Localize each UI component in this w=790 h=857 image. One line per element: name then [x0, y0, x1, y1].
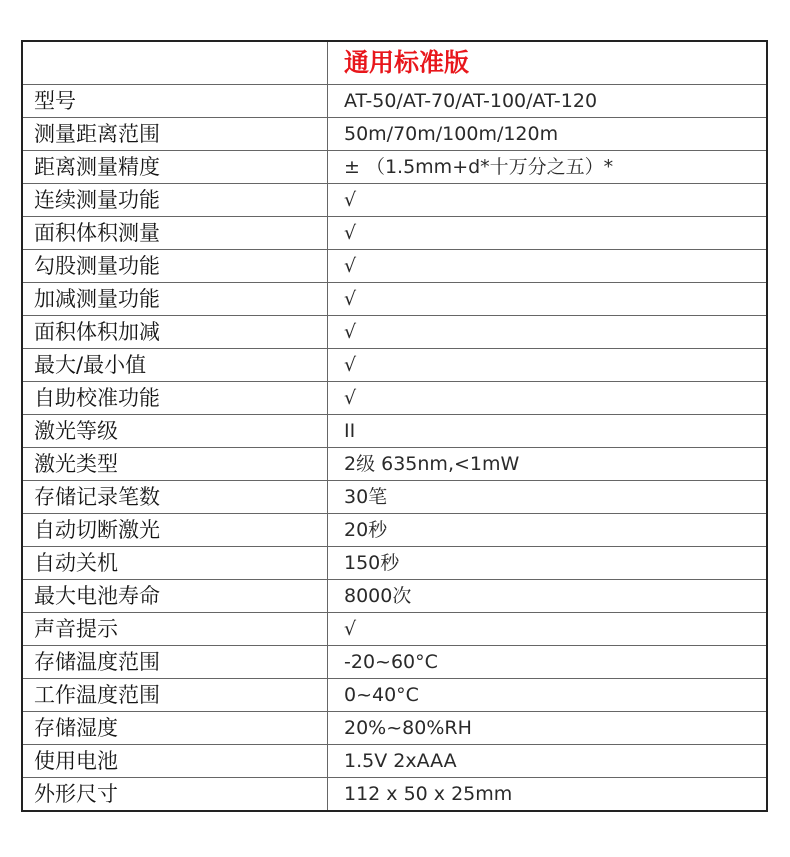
- spec-value: √: [328, 283, 768, 316]
- spec-value: 8000次: [328, 580, 768, 613]
- spec-label: 连续测量功能: [22, 184, 328, 217]
- table-row: [22, 448, 767, 481]
- spec-value: √: [328, 382, 768, 415]
- table-row: [22, 85, 767, 118]
- table-header-row: [22, 41, 767, 85]
- spec-value: 20%~80%RH: [328, 712, 768, 745]
- spec-value: √: [328, 250, 768, 283]
- spec-label: 存储湿度: [22, 712, 328, 745]
- spec-label: 工作温度范围: [22, 679, 328, 712]
- version-title: 通用标准版: [328, 41, 768, 85]
- spec-value: √: [328, 349, 768, 382]
- spec-value: 1.5V 2xAAA: [328, 745, 768, 778]
- spec-label: 面积体积加减: [22, 316, 328, 349]
- spec-value: -20~60°C: [328, 646, 768, 679]
- spec-label: 存储温度范围: [22, 646, 328, 679]
- spec-value: 2级 635nm,<1mW: [328, 448, 768, 481]
- spec-value: 0~40°C: [328, 679, 768, 712]
- table-row: [22, 613, 767, 646]
- spec-value: √: [328, 184, 768, 217]
- spec-label: 使用电池: [22, 745, 328, 778]
- spec-label: 激光等级: [22, 415, 328, 448]
- table-row: [22, 151, 767, 184]
- spec-value: 150秒: [328, 547, 768, 580]
- spec-label: 型号: [22, 85, 328, 118]
- spec-label: 自动切断激光: [22, 514, 328, 547]
- spec-value: √: [328, 316, 768, 349]
- spec-label: 存储记录笔数: [22, 481, 328, 514]
- header-label-cell: [22, 41, 328, 85]
- spec-table-body: [22, 41, 767, 811]
- spec-value: ± （1.5mm+d*十万分之五）*: [328, 151, 768, 184]
- spec-value: √: [328, 613, 768, 646]
- table-row: [22, 382, 767, 415]
- spec-label: 激光类型: [22, 448, 328, 481]
- table-row: [22, 547, 767, 580]
- spec-label: 测量距离范围: [22, 118, 328, 151]
- table-row: [22, 250, 767, 283]
- spec-value: 50m/70m/100m/120m: [328, 118, 768, 151]
- table-row: [22, 580, 767, 613]
- spec-label: 外形尺寸: [22, 778, 328, 812]
- table-row: [22, 184, 767, 217]
- spec-label: 勾股测量功能: [22, 250, 328, 283]
- spec-table: [21, 40, 768, 812]
- spec-label: 自助校准功能: [22, 382, 328, 415]
- table-row: [22, 745, 767, 778]
- spec-value: AT-50/AT-70/AT-100/AT-120: [328, 85, 768, 118]
- spec-label: 距离测量精度: [22, 151, 328, 184]
- spec-label: 声音提示: [22, 613, 328, 646]
- spec-label: 最大电池寿命: [22, 580, 328, 613]
- table-row: [22, 481, 767, 514]
- table-row: [22, 646, 767, 679]
- table-row: [22, 415, 767, 448]
- spec-value: II: [328, 415, 768, 448]
- spec-label: 最大/最小值: [22, 349, 328, 382]
- spec-value: √: [328, 217, 768, 250]
- spec-label: 自动关机: [22, 547, 328, 580]
- spec-value: 20秒: [328, 514, 768, 547]
- table-row: [22, 712, 767, 745]
- table-row: [22, 217, 767, 250]
- table-row: [22, 514, 767, 547]
- table-row: [22, 283, 767, 316]
- table-row: [22, 118, 767, 151]
- spec-value: 30笔: [328, 481, 768, 514]
- table-row: [22, 349, 767, 382]
- spec-value: 112 x 50 x 25mm: [328, 778, 768, 812]
- table-row: [22, 679, 767, 712]
- spec-label: 面积体积测量: [22, 217, 328, 250]
- table-row: [22, 316, 767, 349]
- table-row: [22, 778, 767, 812]
- spec-label: 加减测量功能: [22, 283, 328, 316]
